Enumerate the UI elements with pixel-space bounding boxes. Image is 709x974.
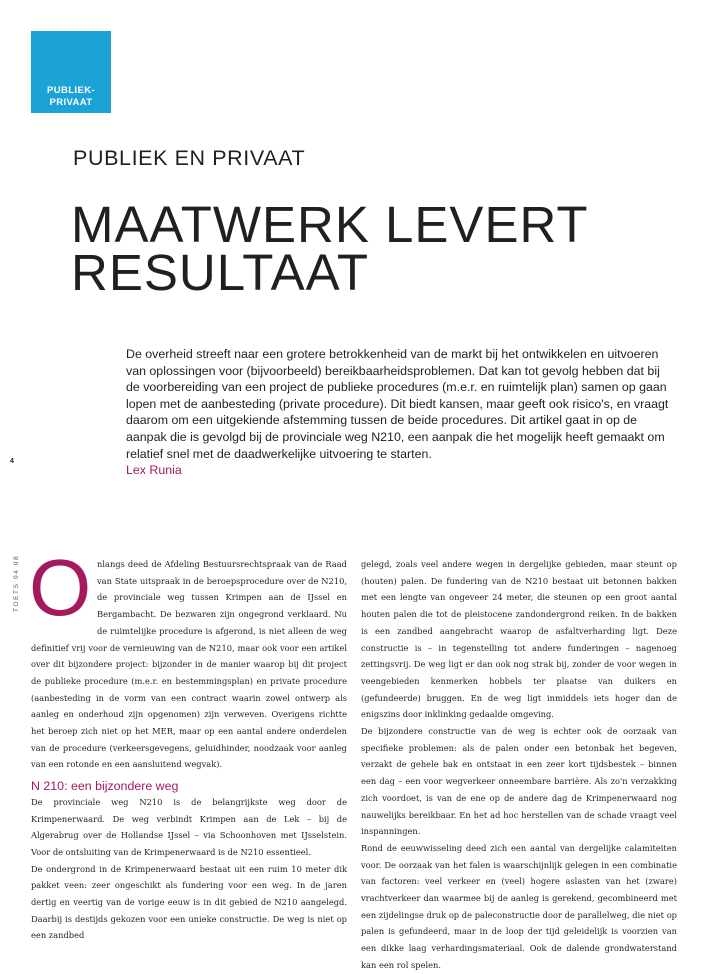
section-tab-line2: PRIVAAT [49, 97, 93, 108]
paragraph-text: nlangs deed de Afdeling Bestuursrechtspraak van de Raad van State uitspraak in de beroepsprocedure over de N210, de provinciale weg tussen Krimpen aan de IJssel en Bergambacht. De bezwaren zijn ongegrond verklaard. Nu de ruimtelijke procedure is afgerond, is niet alleen de weg definitief vrij voor de vernieuwing van de N210, maar ook voor een artikel over dit bijzondere project: bijzonder in de manier waarop bij dit project de publieke procedure (m.e.r. en bestemmingsplan) en private procedure (aanbesteding in de vorm van een contract waarin zowel ontwerp als aanleg en onderhoud zijn opgenomen) zijn verweven. Overigens richtte het beroep zich niet op het MER, maar op een aantal andere onderdelen van de procedure (verkeersgevegens, geluidhinder, noodzaak voor aanleg van een rotonde en een aansluitend wegvak). [31, 559, 347, 770]
section-tab-label [31, 85, 111, 109]
article-column-right [361, 556, 677, 974]
section-tab-line1: PUBLIEK- [46, 85, 96, 96]
headline-line2: RESULTAAT [71, 244, 370, 301]
article-paragraph: gelegd, zoals veel andere wegen in dergelijke gebieden, maar steunt op (houten) palen. De fundering van de N210 bestaat uit betonnen bakken met een lengte van ongeveer 24 meter, die steunen op een groot aantal houten palen die tot de pleistocene zandondergrond reiken. In de bakken is een zandbed aangebracht waarop de asfaltverharding ligt. Deze constructie is – in tegenstelling tot andere funderingen – nagenoeg zettingsvrij. De weg ligt er dan ook nog strak bij, zonder de voor wegen in veengebieden kenmerken hobbels ter plaatse van duikers en (gefundeerde) bruggen. En de weg ligt inmiddels iets hoger dan de enigszins door inklinking gedaalde omgeving. [361, 559, 677, 720]
article-paragraph: Rond de eeuwwisseling deed zich een aantal van dergelijke calamiteiten voor. De oorzaak van het falen is waarschijnlijk gelegen in een combinatie van factoren: veel verkeer en (veel) hogere aslasten van het (zware) vrachtverkeer dan waarmee bij de aanleg is gerekend, gecombineerd met een zijdelingse druk op de paleconstructie door de parallelweg, die niet op palen is gefundeerd, maar in de loop der tijd geleidelijk is voorzien van een dikke laag verhardingsmateriaal. Ook de dalende grondwaterstand kan een rol spelen. [361, 842, 677, 970]
drop-cap: O [29, 543, 92, 632]
intro-text: De overheid streeft naar een grotere betrokkenheid van de markt bij het ontwikkelen en uitvoeren van oplossingen voor (bijvoorbeeld) bereikbaarheidsproblemen. Dat kan tot gevolg hebben dat bij de voorbereiding van een project de publieke procedures (m.e.r. en ruimtelijk plan) samen op gaan lopen met de aanbesteding (private procedure). Dit biedt kansen, maar geeft ook risico's, en vraagt daarom om een uitgekiende afstemming tussen de beide procedures. Dit artikel gaat in op de aanpak die is gevolgd bij de provinciale weg N210, een aanpak die het mogelijk heeft gemaakt om relatief snel met de daadwerkelijke uitvoering te starten. [126, 347, 669, 461]
section-tab [31, 31, 111, 113]
section-kicker: PUBLIEK EN PRIVAAT [73, 146, 306, 170]
article-paragraph: De provinciale weg N210 is de belangrijkste weg door de Krimpenerwaard. De weg verbindt Krimpen aan de Lek – bij de Algerabrug over de Hollandse IJssel – via Schoonhoven met IJsselstein. Voor de ontsluiting van de Krimpenerwaard is de N210 essentieel. [31, 796, 347, 857]
intro-paragraph [126, 346, 671, 479]
journal-label-text: TOETS 04 08 [13, 554, 20, 612]
section-subheading: N 210: een bijzondere weg [31, 779, 179, 794]
article-paragraph [29, 543, 347, 773]
author-name: Lex Runia [126, 463, 182, 478]
headline-line1: MAATWERK LEVERT [71, 196, 589, 253]
article-headline [71, 196, 589, 301]
article-paragraph: De bijzondere constructie van de weg is echter ook de oorzaak van specifieke problemen: als de palen onder een betonbak het begeven, verzakt de gehele bak en ontstaat in een zeer kort tijdsbestek – binnen een dag – een voor wegverkeer onneembare barrière. Als zo'n verzakking zich voordoet, is van de ene op de andere dag de Krimpenerwaard nog nauwelijks bereikbaar. En het ad hoc herstellen van de schade vraagt veel inspanningen. [361, 726, 677, 837]
article-column-left [29, 543, 347, 944]
page-number: 4 [10, 458, 14, 465]
article-paragraph: De ondergrond in de Krimpenerwaard bestaat uit een ruim 10 meter dik pakket veen: zeer ongeschikt als fundering voor een weg. In de jaren dertig en veertig van de vorige eeuw is in dit gebied de N210 aangelegd. Daarbij is destijds gekozen voor een unieke constructie. De weg is niet op een zandbed [31, 863, 347, 941]
